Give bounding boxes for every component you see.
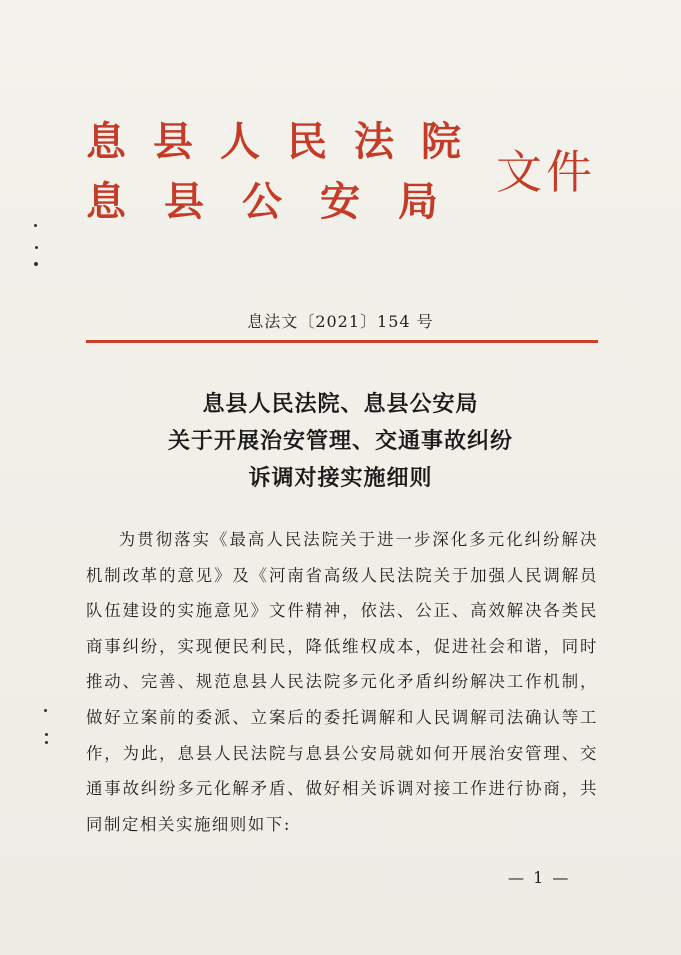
- issuer-court: 息县人民法院: [86, 119, 488, 165]
- red-divider: [86, 340, 598, 343]
- title-line-2: 关于开展治安管理、交通事故纠纷: [167, 429, 513, 454]
- page-number: — 1 —: [508, 868, 571, 887]
- document-number: 息法文〔2021〕154 号: [247, 312, 434, 331]
- title-line-3: 诉调对接实施细则: [248, 466, 433, 491]
- title-line-1: 息县人民法院、息县公安局: [202, 392, 479, 417]
- document-type-label: 文件: [496, 145, 596, 199]
- document-title: [0, 386, 681, 497]
- body-paragraph: 为贯彻落实《最高人民法院关于进一步深化多元化纠纷解决机制改革的意见》及《河南省高级人民法院关于加强人民调解员队伍建设的实施意见》文件精神，依法、公正、高效解决各类民商事纠纷，实现便民利民，降低维权成本，促进社会和谐，同时推动、完善、规范息县人民法院多元化矛盾纠纷解决工作机制，做好立案前的委派、立案后的委托调解和人民调解司法确认等工作，为此，息县人民法院与息县公安局就如何开展治安管理、交通事故纠纷多元化解矛盾、做好相关诉调对接工作进行协商，共同制定相关实施细则如下:: [86, 530, 598, 834]
- issuer-police: 息县公安局: [86, 179, 476, 225]
- document-header: [86, 118, 606, 238]
